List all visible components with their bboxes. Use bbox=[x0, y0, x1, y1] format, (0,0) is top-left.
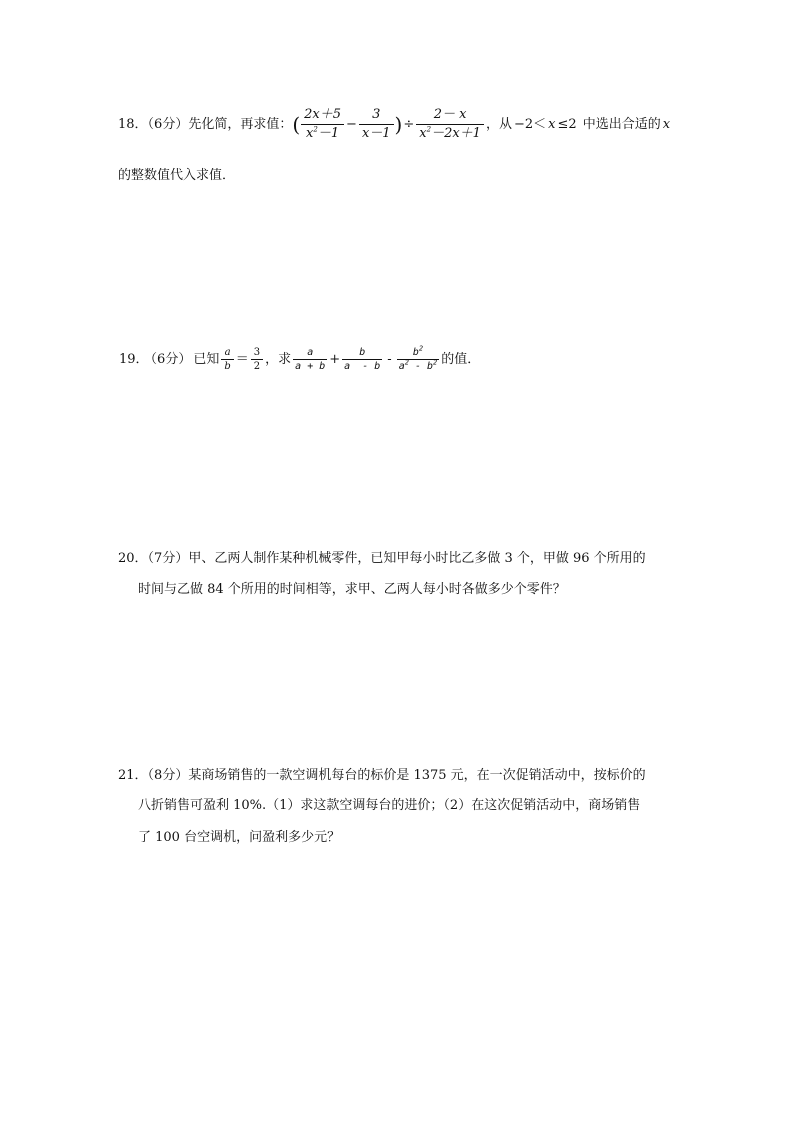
question-19-line-1 bbox=[118, 346, 481, 373]
variable-x: x bbox=[662, 116, 671, 132]
divide-sign: ÷ bbox=[403, 116, 415, 132]
open-paren: ( bbox=[292, 112, 301, 137]
question-points: （7分） bbox=[147, 551, 189, 566]
question-18-line-2: 的整数值代入求值． bbox=[118, 168, 236, 183]
minus-sign: − bbox=[346, 116, 357, 132]
fraction-1-numerator: 2x＋5 bbox=[301, 106, 344, 125]
question-points: （8分） bbox=[147, 768, 189, 783]
variable-x: x bbox=[548, 116, 556, 132]
fraction-h3: $\frac{b^2}{a^2 - b^2}$ bbox=[398, 344, 438, 372]
close-paren: ) bbox=[394, 112, 403, 137]
question-text: 的值． bbox=[441, 351, 481, 367]
question-text: ，求 bbox=[265, 351, 292, 367]
question-number: 18． bbox=[118, 117, 148, 132]
question-21-line-3: 了 100 台空调机，问盈利多少元？ bbox=[138, 830, 341, 845]
question-20-line-1 bbox=[118, 549, 646, 569]
question-number: 20． bbox=[118, 551, 148, 566]
fraction-h1: $\frac{a}{a + b}$ bbox=[295, 347, 326, 372]
question-text: ，从 bbox=[485, 116, 512, 132]
question-number: 19． bbox=[119, 351, 149, 367]
question-number: 21． bbox=[118, 768, 148, 783]
fraction-2-numerator: 3 bbox=[359, 106, 394, 125]
fraction-a-over-b: $\frac{a}{b}$ bbox=[221, 346, 233, 373]
fraction-3-over-2: $\frac{3}{2}$ bbox=[251, 346, 263, 373]
question-points: （6分） bbox=[150, 351, 192, 367]
fraction-h2: $\frac{b}{a - b}$ bbox=[344, 347, 381, 372]
equals-sign: ＝ bbox=[235, 351, 249, 367]
question-text: 某商场销售的一款空调机每台的标价是 1375 元，在一次促销活动中，按标价的 bbox=[188, 768, 646, 783]
question-21-line-2: 八折销售可盈利 10%.（1）求这款空调每台的进价；（2）在这次促销活动中，商场销售 bbox=[138, 798, 641, 813]
question-points: （6分） bbox=[147, 117, 189, 132]
fraction-1 bbox=[301, 106, 344, 143]
question-text: 已知 bbox=[193, 351, 220, 367]
minus-sign: - bbox=[387, 351, 392, 367]
plus-sign: + bbox=[329, 351, 341, 367]
fraction-2 bbox=[359, 106, 394, 143]
fraction-2-denominator: x－1 bbox=[361, 126, 391, 141]
fraction-3 bbox=[416, 106, 484, 143]
question-text: 甲、乙两人制作某种机械零件，已知甲每小时比乙多做 3 个，甲做 96 个所用的 bbox=[188, 551, 646, 566]
question-21-line-1 bbox=[118, 766, 646, 786]
question-18-line-1 bbox=[118, 106, 671, 143]
fraction-3-denominator: $x^2-2x+1$ bbox=[419, 125, 481, 141]
fraction-1-denominator: $x^2-1$ bbox=[306, 125, 340, 141]
fraction-3-numerator: 2－ x bbox=[416, 106, 484, 125]
range-start: −2＜ bbox=[513, 116, 547, 132]
question-text: 先化简，再求值： bbox=[188, 117, 293, 132]
question-text: 中选出合适的 bbox=[578, 116, 661, 132]
range-end: ≤2 bbox=[557, 116, 577, 132]
question-20-line-2: 时间与乙做 84 个所用的时间相等，求甲、乙两人每小时各做多少个零件？ bbox=[138, 582, 566, 597]
